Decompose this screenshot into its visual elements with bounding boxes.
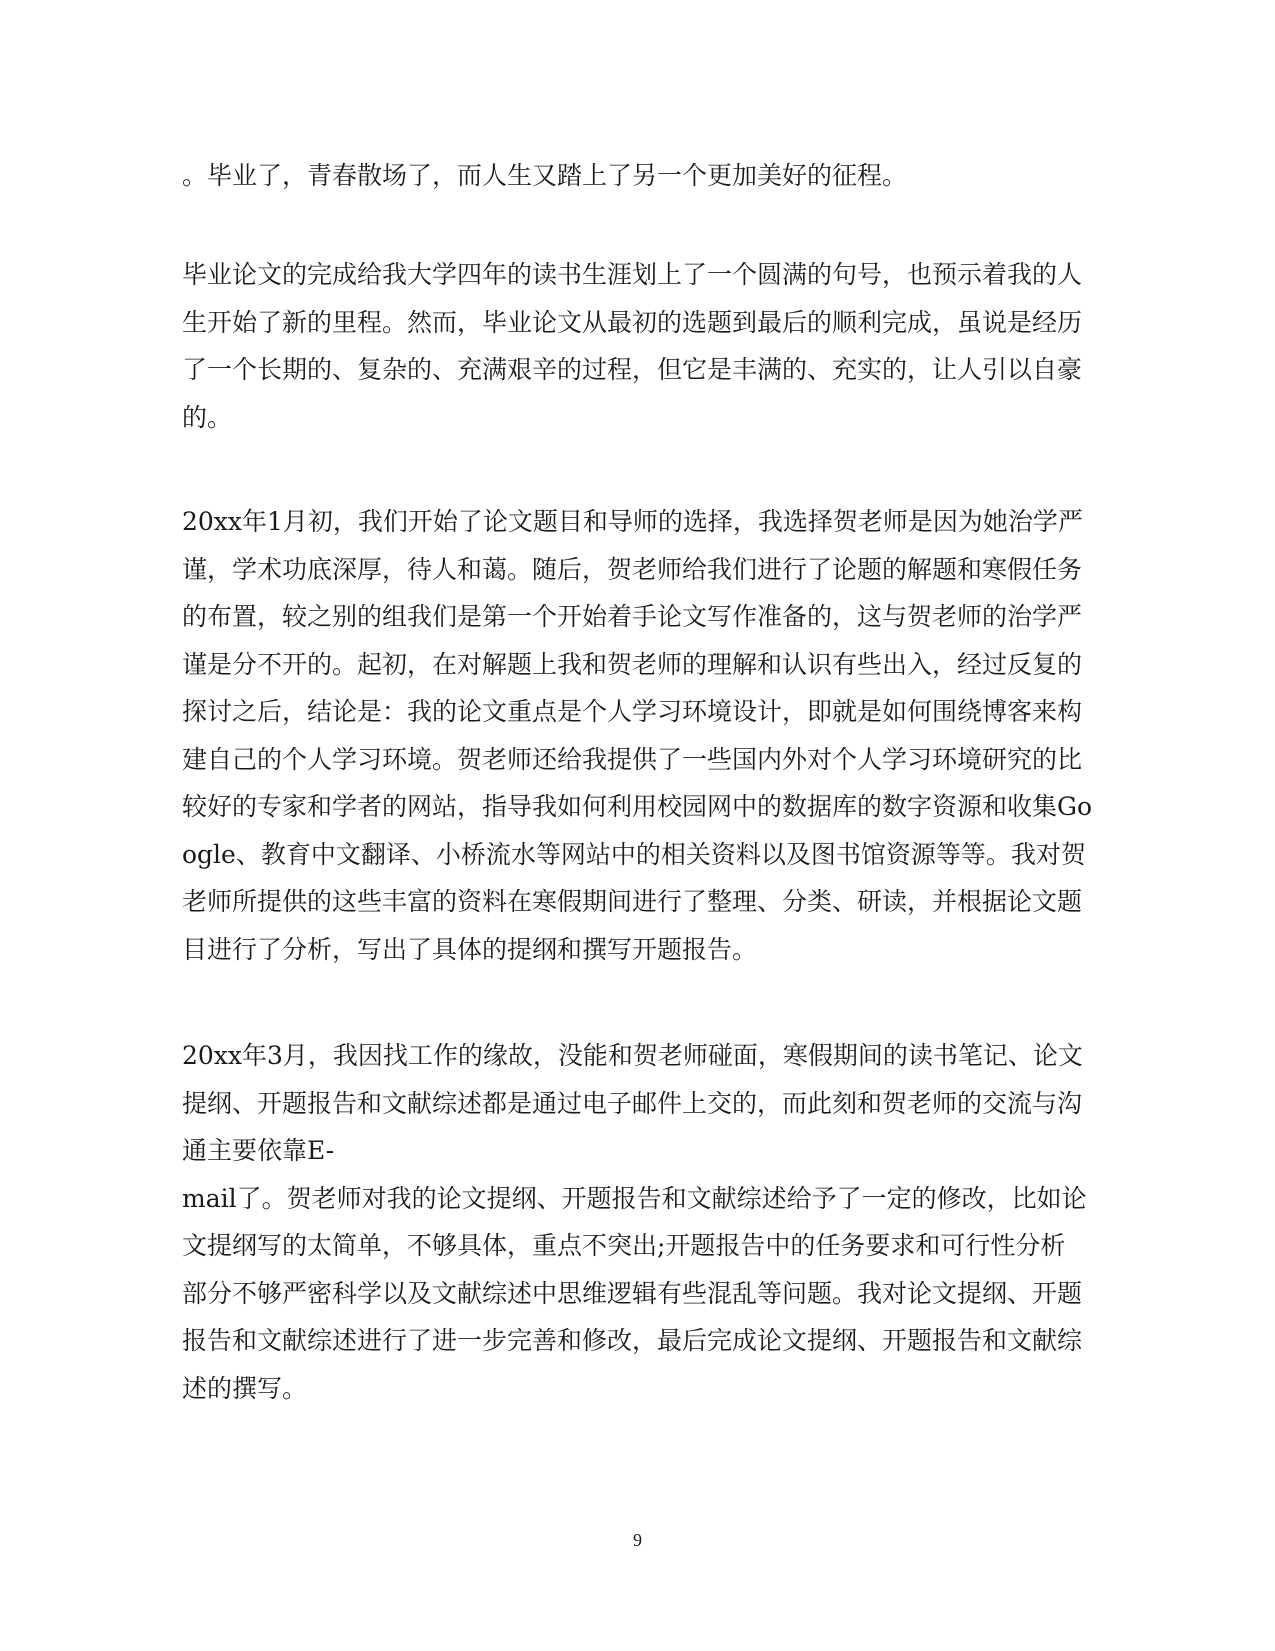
text-line: 建自己的个人学习环境。贺老师还给我提供了一些国内外对个人学习环境研究的比: [182, 744, 1083, 774]
paragraph-2: [182, 251, 1097, 441]
text-line: 提纲、开题报告和文献综述都是通过电子邮件上交的，而此刻和贺老师的交流与沟: [182, 1088, 1083, 1118]
paragraph-1: [182, 152, 1097, 200]
text-line: 的。: [182, 402, 233, 432]
page-number: 9: [633, 1530, 642, 1550]
text-line: 目进行了分析，写出了具体的提纲和撰写开题报告。: [182, 934, 758, 964]
text-line: 文提纲写的太简单，不够具体，重点不突出;开题报告中的任务要求和可行性分析: [182, 1231, 1066, 1260]
text-line: 毕业论文的完成给我大学四年的读书生涯划上了一个圆满的句号，也预示着我的人: [182, 260, 1083, 289]
text-line: ogle、教育中文翻译、小桥流水等网站中的相关资料以及图书馆资源等等。我对贺: [182, 839, 1086, 869]
text-line: 20xx年3月，我因找工作的缘故，没能和贺老师碰面，寒假期间的读书笔记、论文: [182, 1041, 1083, 1070]
text-line: 报告和文献综述进行了进一步完善和修改，最后完成论文提纲、开题报告和文献综: [182, 1326, 1083, 1355]
text-line: 述的撰写。: [182, 1373, 308, 1403]
text-line: 谨，学术功底深厚，待人和蔼。随后，贺老师给我们进行了论题的解题和寒假任务: [182, 554, 1083, 584]
text-line: 20xx年1月初，我们开始了论文题目和导师的选择，我选择贺老师是因为她治学严: [182, 507, 1083, 536]
text-line: 生开始了新的里程。然而，毕业论文从最初的选题到最后的顺利完成，虽说是经历: [182, 307, 1083, 337]
paragraph-4: [182, 1032, 1097, 1412]
text-line: mail了。贺老师对我的论文提纲、开题报告和文献综述给予了一定的修改，比如论: [182, 1183, 1087, 1213]
text-line: 探讨之后，结论是：我的论文重点是个人学习环境设计，即就是如何围绕博客来构: [182, 697, 1083, 726]
paragraph-3: [182, 498, 1097, 973]
text-line: 。毕业了，青春散场了，而人生又踏上了另一个更加美好的征程。: [182, 161, 908, 190]
text-line: 了一个长期的、复杂的、充满艰辛的过程，但它是丰满的、充实的，让人引以自豪: [182, 355, 1083, 384]
text-line: 老师所提供的这些丰富的资料在寒假期间进行了整理、分类、研读，并根据论文题: [182, 887, 1083, 916]
text-line: 通主要依靠E-: [182, 1136, 335, 1165]
text-line: 谨是分不开的。起初，在对解题上我和贺老师的理解和认识有些出入，经过反复的: [182, 649, 1083, 679]
text-line: 部分不够严密科学以及文献综述中思维逻辑有些混乱等问题。我对论文提纲、开题: [182, 1278, 1083, 1308]
text-line: 的布置，较之别的组我们是第一个开始着手论文写作准备的，这与贺老师的治学严: [182, 602, 1083, 631]
text-line: 较好的专家和学者的网站，指导我如何利用校园网中的数据库的数字资源和收集Go: [182, 792, 1093, 821]
